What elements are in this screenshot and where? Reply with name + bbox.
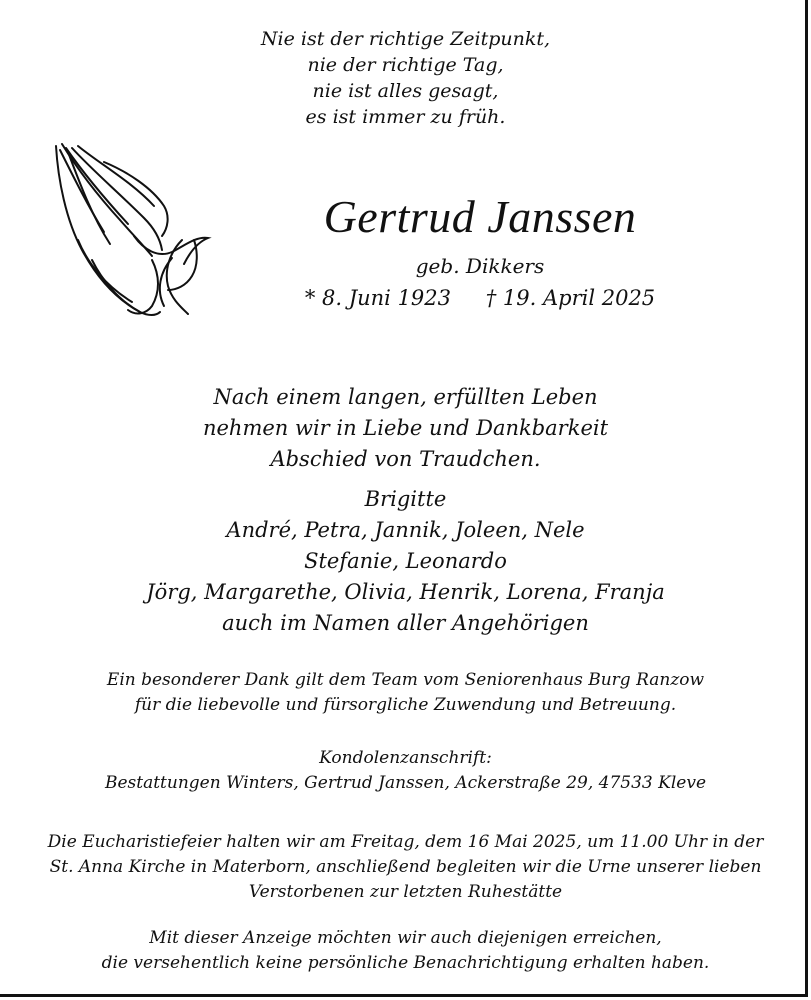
poem-line: Nie ist der richtige Zeitpunkt, xyxy=(260,28,551,50)
poem xyxy=(0,26,811,130)
family-line: André, Petra, Jannik, Joleen, Nele xyxy=(226,518,585,542)
service-line: St. Anna Kirche in Materborn, anschließend begleiten wir die Urne unserer lieben xyxy=(49,857,762,877)
thanks-line: Ein besonderer Dank gilt dem Team vom Seniorenhaus Burg Ranzow xyxy=(106,670,705,690)
family-line: Stefanie, Leonardo xyxy=(304,549,507,573)
birth-date: * 8. Juni 1923 xyxy=(304,286,452,310)
notice-line: die versehentlich keine persönliche Benachrichtigung erhalten haben. xyxy=(101,953,710,973)
condolence-address xyxy=(0,746,811,796)
notice-text xyxy=(0,926,811,976)
poem-line: nie der richtige Tag, xyxy=(307,54,504,76)
life-dates xyxy=(200,286,760,310)
service-info xyxy=(0,830,811,905)
farewell-line: Nach einem langen, erfüllten Leben xyxy=(213,385,598,409)
family-line: Jörg, Margarethe, Olivia, Henrik, Lorena, Franja xyxy=(146,580,665,604)
condolence-line: Kondolenzanschrift: xyxy=(319,748,492,768)
farewell-line: Abschied von Traudchen. xyxy=(270,447,541,471)
thanks-line: für die liebevolle und fürsorgliche Zuwendung und Betreuung. xyxy=(134,695,677,715)
notice-line: Mit dieser Anzeige möchten wir auch diejenigen erreichen, xyxy=(149,928,662,948)
praying-hands-icon xyxy=(48,140,216,318)
maiden-name: geb. Dikkers xyxy=(415,254,545,278)
poem-line: es ist immer zu früh. xyxy=(305,106,506,128)
family-list xyxy=(0,484,811,639)
thanks-text xyxy=(0,668,811,718)
family-line: Brigitte xyxy=(364,487,447,511)
family-line: auch im Namen aller Angehörigen xyxy=(222,611,589,635)
deceased-name: Gertrud Janssen xyxy=(323,191,637,242)
condolence-line: Bestattungen Winters, Gertrud Janssen, Ackerstraße 29, 47533 Kleve xyxy=(104,773,707,793)
farewell-text xyxy=(0,382,811,475)
poem-line: nie ist alles gesagt, xyxy=(312,80,499,102)
service-line: Die Eucharistiefeier halten wir am Freitag, dem 16 Mai 2025, um 11.00 Uhr in der xyxy=(47,832,764,852)
farewell-line: nehmen wir in Liebe und Dankbarkeit xyxy=(202,416,609,440)
service-line: Verstorbenen zur letzten Ruhestätte xyxy=(248,882,563,902)
death-date: † 19. April 2025 xyxy=(485,286,656,310)
